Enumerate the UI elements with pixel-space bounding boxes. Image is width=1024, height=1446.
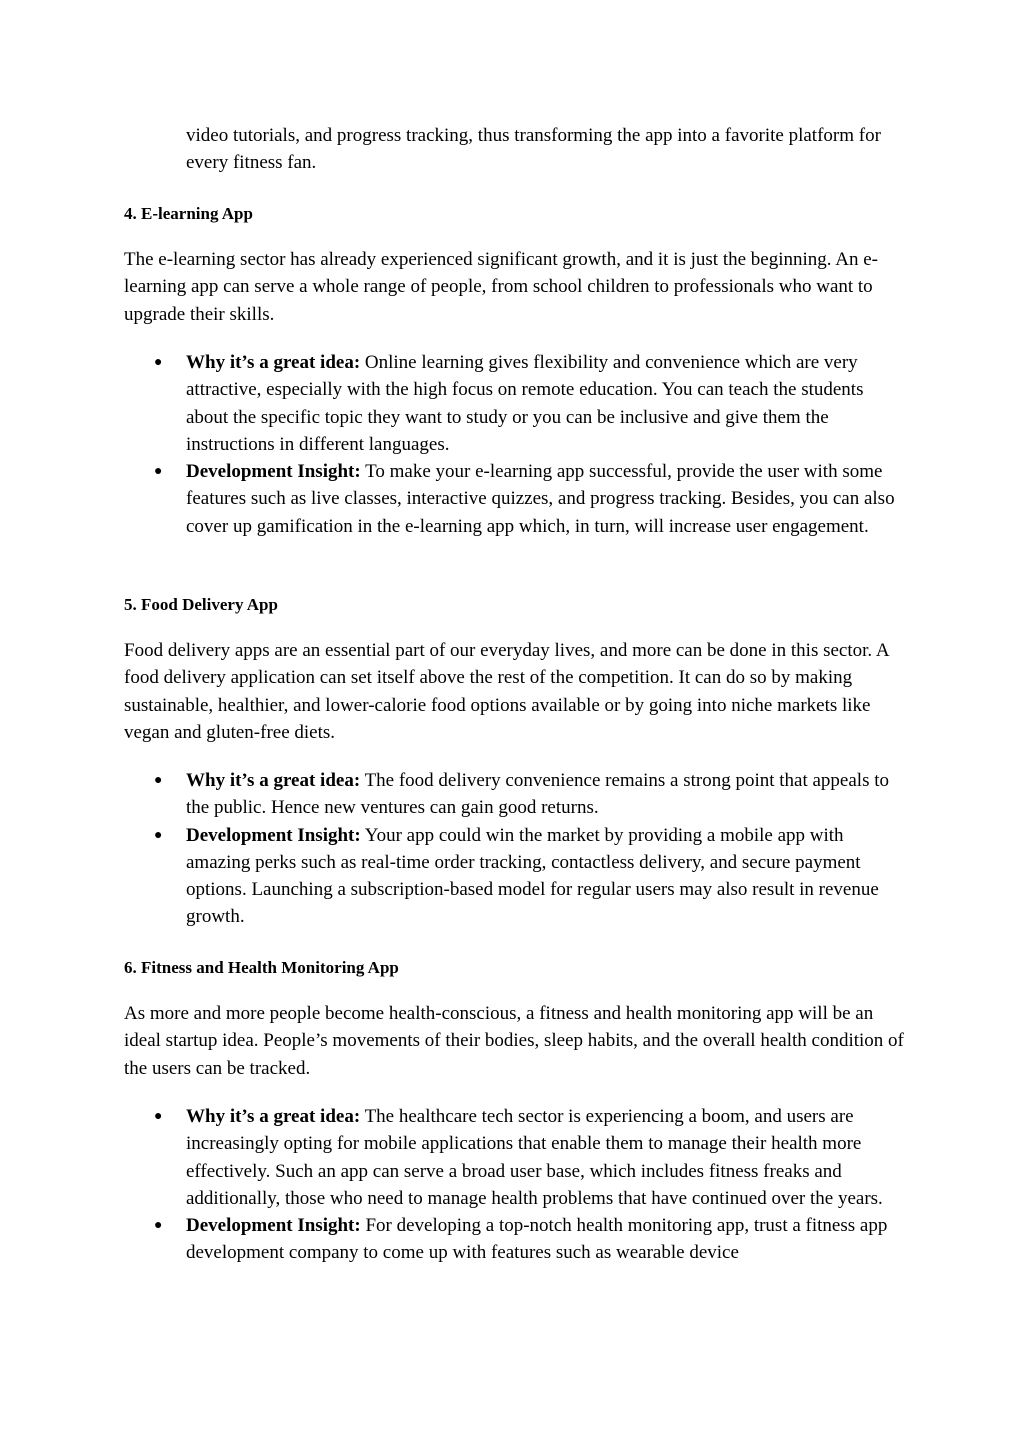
bullet-label: Why it’s a great idea: — [186, 352, 361, 373]
section-heading-food-delivery: 5. Food Delivery App — [124, 595, 278, 614]
list-item — [124, 458, 906, 540]
list-item — [124, 1103, 906, 1212]
bullet-text: Online learning gives flexibility and convenience which are very attractive, especially with the high focus on remote education. You can teach the students about the specific topic they want to study or you can be inclusive and give them the instructions in different languages. — [186, 352, 864, 455]
list-item — [124, 767, 906, 822]
bullet-icon: ● — [154, 355, 163, 370]
intro-continuation: video tutorials, and progress tracking, thus transforming the app into a favorite platform for every fitness fan. — [186, 125, 881, 174]
list-item — [124, 349, 906, 458]
bullet-list-food-delivery — [124, 767, 906, 931]
list-item — [124, 822, 906, 931]
section-paragraph-food-delivery: Food delivery apps are an essential part of our everyday lives, and more can be done in this sector. A food delivery application can set itself above the rest of the competition. It can do so by making sustainable, healthier, and lower-calorie food options available or by going into niche markets like vegan and gluten-free diets. — [124, 640, 889, 743]
section-heading-fitness-health: 6. Fitness and Health Monitoring App — [124, 958, 399, 977]
bullet-label: Development Insight: — [186, 461, 361, 483]
bullet-text: The healthcare tech sector is experiencing a boom, and users are increasingly opting for mobile applications that enable them to manage their health more effectively. Such an app can serve a broad user base, which includes fitness freaks and additionally, those who need to manage health problems that have continued over the years. — [186, 1106, 883, 1209]
bullet-icon: ● — [154, 773, 163, 788]
section-paragraph-fitness-health: As more and more people become health-conscious, a fitness and health monitoring app will be an ideal startup idea. People’s movements of their bodies, sleep habits, and the overall health condition of the users can be tracked. — [124, 1003, 904, 1079]
bullet-text: The food delivery convenience remains a strong point that appeals to the public. Hence new ventures can gain good returns. — [186, 770, 890, 819]
bullet-icon: ● — [154, 1109, 163, 1124]
bullet-list-elearning — [124, 349, 906, 540]
bullet-icon: ● — [154, 464, 163, 480]
section-paragraph-elearning: The e-learning sector has already experienced significant growth, and it is just the beginning. An e-learning app can serve a whole range of people, from school children to professionals who want to upgrade their skills. — [124, 249, 878, 325]
bullet-text: For developing a top-notch health monitoring app, trust a fitness app development company to come up with features such as wearable device — [186, 1215, 888, 1264]
bullet-label: Why it’s a great idea: — [186, 1106, 361, 1127]
section-heading-elearning: 4. E-learning App — [124, 204, 253, 223]
bullet-icon: ● — [154, 1218, 163, 1234]
bullet-label: Development Insight: — [186, 824, 361, 846]
bullet-label: Why it’s a great idea: — [186, 770, 361, 791]
bullet-text: Your app could win the market by providing a mobile app with amazing perks such as real-time order tracking, contactless delivery, and secure payment options. Launching a subscription-based model for regular users may also result in revenue growth. — [186, 824, 879, 928]
bullet-icon: ● — [154, 827, 163, 843]
bullet-text: To make your e-learning app successful, provide the user with some features such as live classes, interactive quizzes, and progress tracking. Besides, you can also cover up gamification in the e-learning app which, in turn, will increase user engagement. — [186, 461, 895, 537]
list-item — [124, 1212, 906, 1267]
bullet-list-fitness-health — [124, 1103, 906, 1267]
bullet-label: Development Insight: — [186, 1215, 361, 1237]
